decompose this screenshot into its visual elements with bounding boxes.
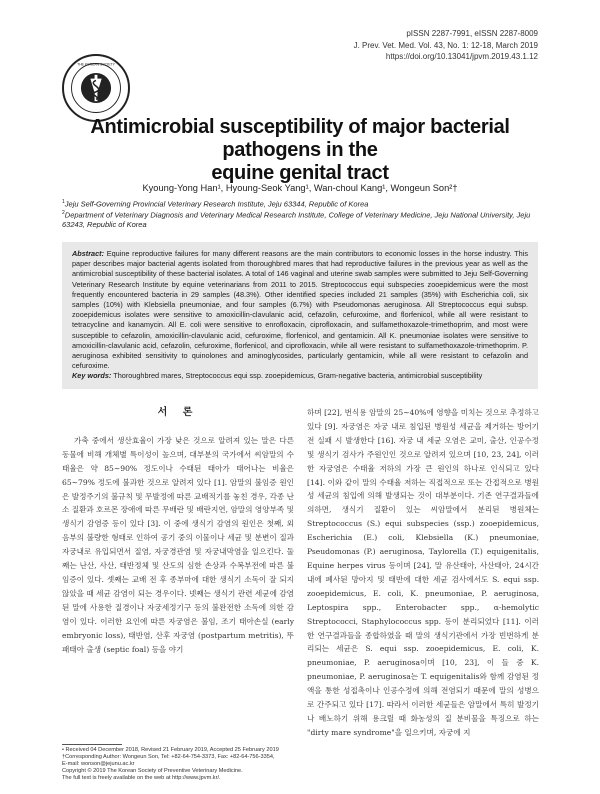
footnote-received: • Received 04 December 2018, Revised 21 February 2019, Accepted 25 February 2019	[62, 747, 279, 753]
section-heading: 서 론	[157, 407, 199, 418]
abstract-box	[62, 242, 538, 389]
footnote-email[interactable]: E-mail: wonson@jejunu.ac.kr	[62, 761, 135, 767]
footnote-copyright: Copyright © 2019 The Korean Society of Preventive Veterinary Medicine.	[62, 768, 243, 774]
author-list: Kyoung-Yong Han¹, Hyoung-Seok Yang¹, Wan-choul Kang¹, Wongeun Son²†	[142, 183, 458, 193]
body-column-right	[307, 406, 539, 740]
left-column-text: 가축 중에서 생산효율이 가장 낮은 것으로 알려져 있는 말은 다른 동물에 비해 개체별 특이성이 높으며, 대부분의 국가에서 씨암말의 수태율은 약 85∼90% 정도이나 수태된 태아가 태어나는 비율은 65∼79% 정도에 불과한 것으로 알려져 있다 [1]. 암말의 불임증 원인은 발정주기의 불규칙 및 무발정에 따른 교배적기를 놓친 경우, 각종 난소 질환과 호르몬 장애에 따른 무배란 및 배란지연, 암말의 영양부족 및 생식기 감염증 등이 있다 [3]. 이 중에 생식기 감염의 원인은 첫째, 외음부의 불량한 형태로 인하여 공기 중의 이물이나 세균 및 분변이 질과 자궁내로 유입되면서 질염, 자궁경관염 및 자궁내막염을 일으킨다. 둘째는 난산, 사산, 태반정체 및 산도의 심한 손상과 수복부전에 따른 불임증이 있다. 셋째는 교배 전 후 종부마에 대한 생식기 소독이 잘 되지 않았을 때 세균 감염이 되는 경우이다. 넷째는 생식기 관련 세균에 감염된 말에 사용한 질경이나 자궁세정기구 등의 불완전한 소독에 의한 감염이 있다. 이러한 요인에 따른 자궁염은 불임, 조기 태아손실 (early embryonic loss), 태반염, 산후 자궁염 (postpartum metritis), 뚜패태아 출생 (septic foal) 등을 야기	[62, 435, 294, 654]
journal-header	[278, 28, 538, 63]
affiliation-1	[62, 198, 538, 209]
svg-text:THE KOREAN SOCIETY: THE KOREAN SOCIETY	[77, 62, 115, 67]
affiliation-mark: 1	[62, 199, 65, 205]
body-column-left	[62, 406, 294, 656]
journal-citation: J. Prev. Vet. Med. Vol. 43, No. 1: 12-18, March 2019	[353, 40, 538, 50]
society-logo	[62, 54, 130, 122]
footnotes	[62, 747, 302, 782]
footnote-divider	[62, 744, 122, 745]
keywords-label: Key words:	[72, 371, 112, 381]
paper-title	[60, 116, 540, 185]
keywords	[72, 371, 528, 381]
affiliation-text: Jeju Self-Governing Provincial Veterinary Research Institute, Jeju 63344, Republic of Korea	[64, 199, 369, 209]
title-line-1: Antimicrobial susceptibility of major bacterial pathogens in the	[90, 116, 510, 161]
issn-line: pISSN 2287-7991, eISSN 2287-8009	[406, 29, 538, 38]
footnote-corresponding: †Corresponding Author: Wongeun Son, Tel: +82-64-754-3373, Fax: +82-64-756-3354,	[62, 754, 275, 760]
footnote-url[interactable]: The full text is freely available on the web at http://www.jpvm.kr/.	[62, 775, 221, 781]
affiliations	[62, 198, 538, 230]
abstract-text: Equine reproductive failures for many different reasons are the main contributors to economic losses in the horse industry. This paper describes major bacterial agents isolated from thoroughbred mares that had reproductive failures in the previous year as well as the antimicrobial susceptibility of these bacterial isolates. A total of 146 vaginal and uterine swab samples were submitted to Jeju Self-Governing Veterinary Research Institute by equine veterinarians from 2011 to 2015. Streptococcus equi subspecies zooepidemicus were the most frequently encountered bacteria in 29 samples (48.3%). Other identified species included 21 samples (35%) with Escherichia coli, six samples (10%) with Klebsiella pneumoniae, and four samples (6.7%) with Pseudomonas aeruginosa. All Streptococcus equi subsp. zooepidemicus isolates were sensitive to amoxicillin-clavulanic acid, cefazolin, cefuroxime, and florfenicol, while all were resistant to tetracycline and kanamycin. All E. coli were sensitive to enrofloxacin, ciprofloxacin, and sulfamethoxazole-trimethoprim, and most were susceptible to cefazolin, amoxicillin-clavulanic acid, cefuroxime, florfenicol, and gentamicin. All K. pneumoniae isolates were sensitive to amoxicillin-clavulanic acid, cefazolin, cefuroxime, florfenicol, and ciprofloxacin, while all were resistant to sulfamethoxazole-trimethoprim. P. aeruginosa exhibited sensitivity to quinolones and aminoglycosides, particularly gentamicin, while all were resistant to cefazolin and cefuroxime.	[72, 249, 528, 371]
abstract-body	[72, 249, 528, 371]
doi-link[interactable]: https://doi.org/10.13041/jpvm.2019.43.1.12	[385, 52, 538, 61]
society-seal-icon	[64, 56, 128, 120]
keywords-text: Thoroughbred mares, Streptococcus equi ssp. zooepidemicus, Gram-negative bacteria, antimicrobial susceptibility	[113, 371, 483, 381]
affiliation-2	[62, 209, 538, 230]
affiliation-text: Department of Veterinary Diagnosis and Veterinary Medical Research Institute, College of Veterinary Medicine, Jeju National University, Jeju 63243, Republic of Korea	[62, 210, 531, 229]
abstract-label: Abstract:	[72, 249, 105, 258]
right-column-text: 하며 [22], 번식용 암말의 25∼40%에 영향을 미치는 것으로 추정하고 있다 [9]. 자궁염은 자궁 내로 침입된 병원성 세균을 제거하는 방어기전 실패 시 발생한다 [16]. 자궁 내 세균 오염은 교미, 출산, 인공수정 및 생식기 검사가 주원인인 것으로 알려져 있으며 [10, 23, 24], 이러한 자궁염은 수태율 저하의 가장 큰 원인의 하나로 인식되고 있다 [14]. 이와 같이 말의 수태율 저하는 직접적으로 또는 간접적으로 병원성 세균의 침입에 의해 발생되는 것이 대부분이다. 기존 연구결과들에 의하면, 생식기 질환이 있는 씨암말에서 분리된 병원체는 Streptococcus (S.) equi subspecies (ssp.) zooepidemicus, Escherichia (E.) coli, Klebsiella (K.) pneumoniae, Pseudomonas (P.) aeruginosa, Taylorella (T.) equigenitalis, Equine herpes virus 등이며 [24], 말 유산태아, 사산태아, 24시간 내에 폐사된 망아지 및 태반에 대한 세균 검사에서도 S. equi ssp. zooepidemicus, E. coli, K. pneumoniae, P. aeruginosa, Leptospira spp., Enterobacter spp., α-hemolytic Streptococci, Staphylococcus spp. 등이 분리되었다 [11]. 이러한 연구결과들을 종합하였을 때 말의 생식기관에서 가장 빈번하게 분리되는 세균은 S. equi ssp. zooepidemicus, E. coli, K. pneumoniae, P. aeruginosa이며 [10, 23], 이 들 중 K. pneumoniae, P. aeruginosa는 T. equigenitalis와 함께 감염된 정액을 통한 성접촉이나 인공수정에 의해 전염되기 때문에 말의 성병으로 간주되고 있다 [17]. 따라서 이러한 세균들은 암말에서 특히 발정기나 배노하기 위해 용크릴 때 화농성의 질 분비물을 특징으로 하는 "dirty mare syndrome"을 일으키며, 자궁에 지	[307, 408, 539, 737]
affiliation-mark: 2	[62, 210, 65, 216]
title-line-2: equine genital tract	[211, 162, 389, 184]
